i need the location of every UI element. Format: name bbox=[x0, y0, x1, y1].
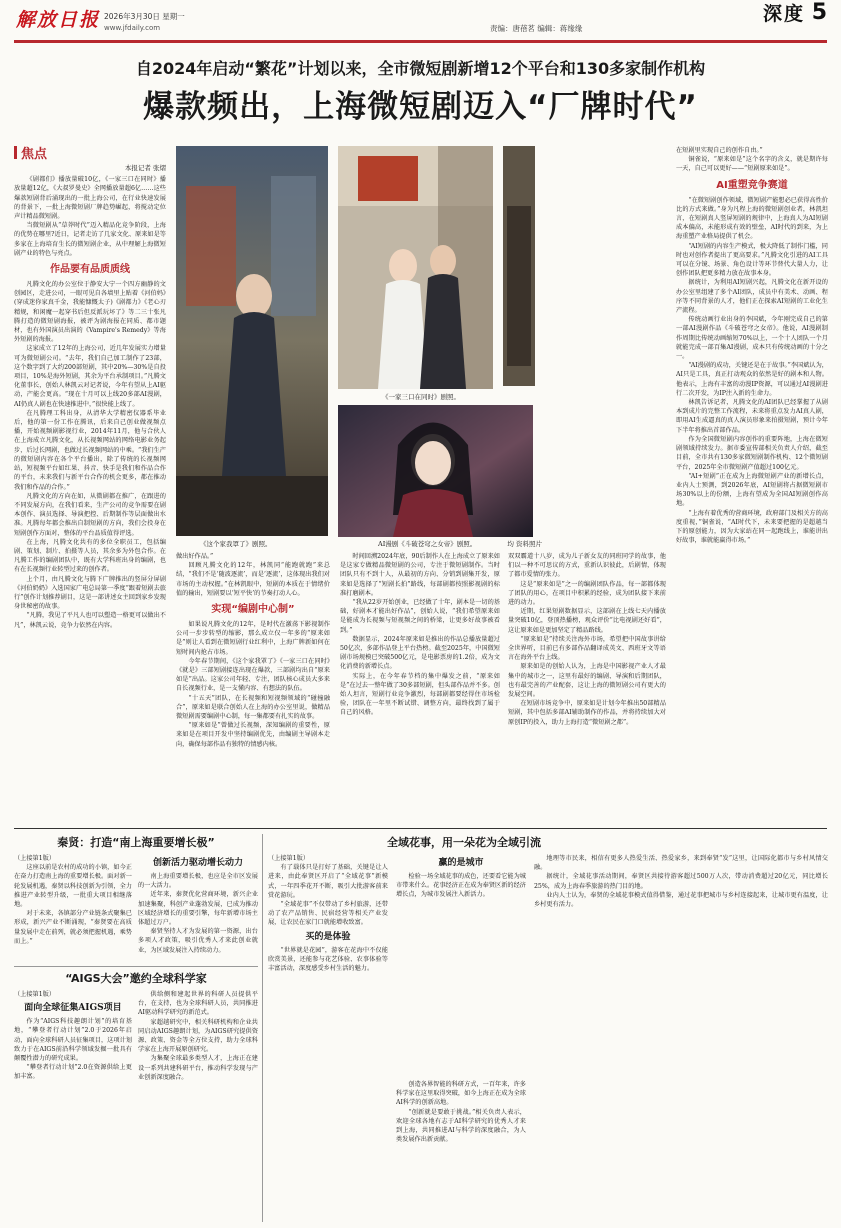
award-column-a bbox=[14, 990, 132, 1222]
bottom-mid-title: 全域花事，用一朵花为全域引流 bbox=[387, 836, 541, 849]
sub-title: 面向全球征集AIGS项目 bbox=[24, 1003, 122, 1014]
focus-label-text: 焦点 bbox=[21, 147, 48, 162]
photo-this-family bbox=[176, 146, 328, 536]
article-headline: 爆款频出，上海微短剧迈入“厂牌时代” bbox=[143, 89, 698, 125]
paragraph: 数据显示，2024年原来如是推出的作品总播放量超过50亿次，多部作品登上平台热榜。截至2025年，中国微短剧市场规模已突破500亿元，是电影票房的1.2倍，成为文化消费的新增长点。 bbox=[340, 635, 500, 671]
paragraph: 时间回溯2024年底，90后制作人在上海成立了原来如是这家专做精品微短剧的公司，专注于微短剧制作。当时团队只有不到十人，从最初的方向、分销到剧集开发，原来如是选择了“短剧长拍”路线，每部剧都按照影视剧的标准打磨剧本。 bbox=[340, 553, 500, 597]
paragraph: 这座以前是农村的成功的小镇，如今正在奋力打造南上海的重要增长极。面对新一轮发展机遇，秦贤以科技创新为引领，全力推进产业转型升级，一批重大项目相继落地。 bbox=[14, 864, 132, 909]
paragraph: 南上海重要增长极，也应是全市区发展的一大活力。 bbox=[138, 873, 258, 890]
paragraph: “AI短剧的内容生产模式，极大降低了制作门槛，同时也对创作者提出了更高要求。”凡腾文化引进的AI工具可以在分镜、场景、角色设计等环节替代大量人力，让创作团队把更多精力放在故事本身。 bbox=[676, 242, 828, 278]
paragraph: 当微短剧从“草莽时代”迈入精品化竞争阶段，上海的优势在哪里?近日，记者走访了几家文化、原来如是等多家在上海培育生长的微短剧企业，从中理解上海微短剧产业的特色与亮点。 bbox=[14, 222, 166, 257]
paragraph: 检验一场全域花事的成色，还要看它能为城市带来什么。花事经济正在成为奉贤区新的经济增长点，为城市发展注入新活力。 bbox=[396, 873, 526, 899]
paragraph: “十五天”团队，在长视频和短视频领域的“碰撞融合”，原来如是联合创始人在上海的办公室里说，做精品微短剧需要编剧中心制，每一集都要有扎实的故事。 bbox=[176, 694, 330, 721]
page-number: 5 bbox=[811, 0, 827, 25]
paragraph: 今年春节期间，《这个家我罩了》《一家三口在同时》《就是》三部短剧接连出现在爆款，三部剧均出自“原来如是”出品。这家公司年轻、专注，团队核心成员大多来自长视频行业，是一支懂内容、有想法的队伍。 bbox=[176, 657, 330, 693]
photo-right-portrait bbox=[503, 146, 535, 386]
column-2 bbox=[176, 552, 330, 822]
paragraph: 作为“AIGS科技趣朗计划”的培育基地，“攀登者行动计划”2.0于2026年启动，面向全球科研人员征集项目，这项计划致力于在AIGS前沿科学领域发掘一批具有颠覆性潜力的研究成果。 bbox=[14, 1018, 132, 1063]
paragraph: “原来如是”持续关注海外市场，希望把中国故事讲给全世界听，目前已有多部作品翻译成英文、西班牙文等语言在海外平台上线。 bbox=[508, 635, 666, 662]
paragraph: 凡腾文化的方向在如，从微剧都在推广，在跟进的不同发展方向，在我们看来，生产公司的竞争需要在剧本创作、演员选择、导演把控、后期制作等层面做出水准。凡腾每年都会推出自制短剧的方向，我们会投身在短剧创作方面对，整体的平台品质值得评选。 bbox=[14, 492, 166, 537]
photo-ai-drama bbox=[338, 405, 533, 537]
continued-note: （上接第1版） bbox=[14, 991, 56, 998]
paragraph: 近年来，秦贤优化营商环境，新兴企业加速集聚，科创产业蓬勃发展，已成为推动区域经济增长的重要引擎，每年新增市场主体超过万户。 bbox=[138, 891, 258, 927]
paragraph: 在短剧里实现自己的创作自由。” bbox=[676, 147, 763, 154]
paragraph: 业内人士认为，奉贤的全域花事模式值得借鉴，通过花事把城市与乡村连接起来，让城市更有温度，让乡村更有活力。 bbox=[534, 891, 828, 909]
award-title: “AIGS大会”邀约全球科学家 bbox=[65, 972, 207, 985]
bottom-left-column-b bbox=[138, 854, 258, 962]
photo-ai-drama-image bbox=[338, 405, 533, 537]
paragraph: 创造各界智能的科研方式，一百年来，许多科学家在这里取得突破，如今上海正在成为全球AI科学的创新高地。 bbox=[396, 1081, 526, 1107]
paragraph: 上个月，由凡腾文化与腾下广牌推出的竖屏分屏剧《河伯奶奶》入选国家广电总局第一季度“跟着短剧去旅行”创作计划推荐剧目，这是一部讲述女主回到家乡发现身世秘密的故事。 bbox=[14, 575, 166, 611]
paragraph: 作为全国微短剧内容创作的重要阵地，上海在微短剧领域持续发力。据市委宣传部相关负责人介绍，截至目前，全市共有130多家微短剧制作机构、12个微短剧平台，2025年全市微短剧产值超过100亿元。 bbox=[676, 435, 828, 471]
paragraph: 铜雀说，“原来如是”这个名字的含义，就是期许每一天，自己可以更好——“短剧原来如是”。 bbox=[676, 156, 828, 173]
editors-credit: 责编：唐蓓茗 编辑：蒋缘缘 bbox=[490, 24, 583, 33]
section-title: AI重塑竞争赛道 bbox=[716, 179, 788, 191]
paragraph: 在短剧市场竞争中，原来如是计划今年推出50部精品短剧，其中包括多部AI辅助制作的作品，并将持续加大对原创IP的投入，助力上海打造“微短剧之都”。 bbox=[508, 700, 666, 726]
paragraph: “世界就是花园”，游客在花海中不仅能欣赏美景，还能参与花艺体验、农事体验等丰富活动，深度感受乡村生活的魅力。 bbox=[268, 946, 388, 973]
bottom-right-column bbox=[534, 854, 828, 1222]
paragraph: 双双霸道十八岁，成为儿子新女友的同班同学的故事，他们以一种不可思议的方式，重新认识彼此，后剧情，体现了都市爱情的张力。 bbox=[508, 553, 666, 579]
paragraph: 供给侧和建起世界的科研人员提供平台，在支持，也为全球科研人员，共同推进AI驱动科学研究的新范式。 bbox=[138, 991, 258, 1017]
award-column-b bbox=[138, 990, 258, 1222]
section-title: 实现“编剧中心制” bbox=[211, 604, 295, 616]
paragraph: “AI漫剧的成功，关键还是在于故事。”李国斌认为，AI只是工具，真正打动观众的依然是好的剧本和人物。他表示，上海有丰富的动漫IP资源，可以通过AI漫剧进行二次开发，为IP注入新的生命力。 bbox=[676, 362, 828, 397]
paragraph: 为集聚全球最多类型人才，上海正在建设一系列共建科研平台，推动科学发现与产业创新深度融合。 bbox=[138, 1055, 258, 1081]
column-5 bbox=[676, 146, 828, 822]
paragraph: 实际上，在今年春节档的集中爆发之前，“原来如是”在过去一整年做了30多部短剧，但头部作品并不多。创始人坦言，短剧行业竞争激烈，每部剧都要经得住市场检验，团队在一年里不断试错、调整方向，最终找到了属于自己的风格。 bbox=[340, 672, 500, 717]
paragraph: “在微短剧创作领域，微短剧产能想必已获得高性价比的方式来做。”身为凡程上海的微短剧创业者，林凯坦言，在短剧真人竖屏短剧的规律中，上海真人为AI短剧成本偏高，未能形成有效的壁垒，AI时代的到来，为上海重塑产业格局提供了机会。 bbox=[676, 196, 828, 241]
award-divider bbox=[14, 966, 258, 967]
paragraph: 有了载体只是打好了基础，关键是让人进来，由此奉贤区开启了“全域花事”新模式，一年四季花开不断，吸引大批游客前来赏花游玩。 bbox=[268, 864, 388, 899]
paragraph: “全域花事”不仅带动了乡村旅游，还带动了农产品销售、民宿经营等相关产业发展，让农民在家门口就能增收致富。 bbox=[268, 901, 388, 927]
paragraph: 对于未来，各镇部分产业链条式聚集已形成，新兴产业不断涌现，“秦贤要在高质量发展中走在前列，就必须把握机遇，乘势而上。” bbox=[14, 910, 132, 945]
continued-note: （上接第1版） bbox=[268, 855, 310, 862]
continued-note: （上接第1版） bbox=[14, 855, 56, 862]
paragraph: “上海有着优秀的营商环境，政府部门及相关方的高度重视，”铜雀说，“AI时代下，未来要把握的是超越当下的原创能力，因为大家站在同一起跑线上，谁能讲出好故事，谁就能赢得市场。” bbox=[676, 509, 828, 545]
paragraph: 在凡腾理工科出身，从清华大学精密仪器系毕业后，他的第一份工作在腾讯，后来自己创业做视频点播，开始视频剧影视行业，2014年11月，他与合伙人在上海成立凡腾文化，从长视频网站的网络电影业务起步，后过长网剧，也做过长视频网站的中乘。“我们生产的微短剧内容在各个平台播出，除了传统的长视频网站，短视频平台如红果、抖音、快手是我们和作品合作的平台，未来我们与新平台合作的机会更多，都在推动我们和作品的合作。” bbox=[14, 409, 166, 491]
paragraph: 秦贤坚持人才为发展的第一资源，出台多项人才政策，吸引优秀人才来此创业就业，为区域发展注入持续动力。 bbox=[138, 928, 258, 954]
photo-family-of-three bbox=[338, 146, 493, 389]
paragraph: 做出好作品。” bbox=[176, 553, 214, 560]
paragraph: “创新就是要敢于挑战。”相关负责人表示，欢迎全球各地有志于AI科学研究的优秀人才来到上海，共同推进AI与科学的深度融合，为人类发展作出新贡献。 bbox=[396, 1108, 526, 1144]
paragraph: 在上海，凡腾文化共有的多位全职员工，包括编剧、策划、制片、拍摄等人员，其余多为外包合作。在凡腾工作的编剧团队中，既有大学科班出身的编剧，也有在长视频行业转型过来的创作者。 bbox=[14, 538, 166, 574]
bottom-left-title: 秦贤：打造“南上海重要增长极” bbox=[57, 836, 215, 849]
photo-right-portrait-image bbox=[503, 146, 535, 386]
photo-family-of-three-image bbox=[338, 146, 493, 389]
photo-caption: 《这个家我罩了》剧照。 bbox=[200, 540, 272, 548]
paragraph: 《剧都们》播放量破10亿，《一家三口在同时》播放量超12亿，《大叔罗曼史》全网播放量超6亿……这些爆款短剧背后涌现出的一批上海公司，在行业快速发展的背景下，一批上海微短剧厂牌趋势崛起，将搅动定位声计精品微短剧。 bbox=[14, 176, 166, 221]
paragraph: 据统计，全域花事活动期间，奉贤区共接待游客超过500万人次，带动消费超过20亿元，同比增长25%，成为上海春季旅游的热门目的地。 bbox=[534, 873, 828, 890]
paragraph: “凡腾，我见了平凡人也可以塑造一格更可以做出不凡”，林凯云说，竞争力依然在内容。 bbox=[14, 612, 166, 629]
paragraph: 林凯告诉记者，凡腾文化的AI团队已经掌握了从剧本到成片的完整工作流程，未来将重点发力AI真人剧，即用AI生成逼真的真人演员形象来拍摄短剧，预计今年下半年将推出首部作品。 bbox=[676, 399, 828, 434]
award-column-c bbox=[396, 1080, 526, 1222]
paragraph: 如果说凡腾文化的12年，是时代在激荡下影视制作公司一步步转型的缩影，那么成立仅一年多的“原来如是”则让人看到在微短剧行业红利中，上海广牌新如何在短时间内抢占市场。 bbox=[176, 621, 330, 656]
paragraph: 原来如是的创始人认为，上海是中国影视产业人才最集中的城市之一，这里有最好的编剧、导演和后期团队，也有最完善的产业配套，这让上海的微短剧公司有更大的发展空间。 bbox=[508, 663, 666, 699]
paragraph: “攀登者行动计划”2.0在资源供给上更加丰富。 bbox=[14, 1064, 132, 1081]
paragraph: 这家成立了12年的上海公司，近几年发展实力增量可为微短剧公司。“去年，我们自己加工制作了23部，这个数字到了大约200部短剧，其中20%—30%是自投项目，10%是海外短剧，其余为平台承制项目。”凡腾文化董事长，创始人林凯云对记者说，今年有望从上AI驱动，产能会更高。“现在十月可以上线20多部AI漫剧，AI仍真人剧也在快速推进中，”很快能上线了。 bbox=[14, 345, 166, 408]
newspaper-logo: 解放日报 bbox=[16, 9, 101, 31]
article-subhead: 自2024年启动“繁花”计划以来，全市微短剧新增12个平台和130多家制作机构 bbox=[135, 59, 706, 78]
vertical-divider bbox=[262, 834, 263, 1222]
paragraph: 地理等市民来，相信有更多人热爱生活、热爱家乡，来到奉贤“发”这里，让国际化都市与乡村风情交融。 bbox=[534, 855, 828, 872]
bottom-mid-column-a bbox=[268, 854, 388, 1222]
sub-title: 创新活力驱动增长动力 bbox=[152, 858, 243, 868]
masthead-rule bbox=[14, 40, 827, 43]
paragraph: 传统动画行业出身的李国斌，今年刚完成自己的第一部AI漫剧作品《斗破苍穹之女帝》。他说，AI漫剧制作周期比传统动画缩短70%以上，一个十人团队一个月就能完成一部百集AI漫剧，成本只有传统动画的十分之一。 bbox=[676, 316, 828, 361]
focus-label bbox=[14, 146, 47, 163]
column-3 bbox=[340, 552, 500, 822]
section-title: 作品要有品质质线 bbox=[50, 264, 130, 276]
paragraph: 据统计，为利用AI短剧兴起，凡腾文化在新开设的办公室里组建了多个AI团队，成员中有美术、动画、程序等不同背景的人才，他们正在探索AI短剧的工业化生产流程。 bbox=[676, 279, 828, 315]
sub-title: 赢的是城市 bbox=[438, 858, 484, 868]
paragraph: “原来如是”曾做过长视频，深知编剧的重要性，原来如是在项目开发中坚持编剧优先，由编剧主导剧本走向，确保每部作品有独特的情感内核。 bbox=[176, 722, 330, 748]
issue-date: 2026年3月30日 星期一 bbox=[104, 12, 185, 21]
paragraph: 回顾凡腾文化的12年，林凯同“能跑就跑”来总结，“我们不是‘随波逐流’，而是‘逐流’，这体现出我们对市场的主动权握。”在林凯眼中，短剧的本质在于情绪价值的输出，短剧要以‘短平快’的节奏打动人心。 bbox=[176, 562, 330, 597]
photo-credit: 均 资料照片 bbox=[507, 540, 542, 548]
section-name: 深度 bbox=[762, 3, 805, 25]
masthead bbox=[14, 0, 827, 38]
website-url[interactable]: www.jfdaily.com bbox=[104, 24, 161, 32]
paragraph: 近期，红果短剧数据显示，这部剧在上线七天内播放量突破10亿，登顶热播榜，观众评价“比电视剧还好看”，这让原来如是更加坚定了精品路线。 bbox=[508, 608, 666, 634]
bottom-divider bbox=[14, 828, 827, 829]
photo-caption: AI漫剧《斗破苍穹之女帝》剧照。 bbox=[378, 540, 477, 548]
bottom-left-column-a bbox=[14, 854, 132, 962]
paragraph: 凡腾文化的办公室位于静安大宁一个四方幽静的文创园区，走进公司，一眼可见自各墙里上贴着《河伯妈》(穿成迷你家真千金，我能慷慨太子)《剧都力》《老心刃精规，和闲魔一起穿书后但反派玩坏了》等二三十张凡腾打造的微短剧海报，被评为剧海报在同质、都市题材，也有外国演员出演的《Vampire's Remedy》等海外短剧的海报。 bbox=[14, 281, 166, 344]
paragraph: “我从22岁开始创业，已经做了十年，剧本是一切的基础，好剧本才能出好作品”，创始人说，“我们希望原来如是能成为长视频与短视频之间的桥梁，让更多好故事被看到。” bbox=[340, 599, 500, 634]
sub-title: 买的是体验 bbox=[305, 931, 351, 942]
focus-bar-icon bbox=[14, 146, 17, 159]
paragraph: “AI+短剧”正在成为上海微短剧产业的新增长点，业内人士预测，到2026年底，AI短剧将占据微短剧市场30%以上的份额，上海有望成为全国AI短剧创作高地。 bbox=[676, 472, 828, 508]
photo-this-family-image bbox=[176, 146, 328, 536]
photo-caption: 《一家三口在同时》剧照。 bbox=[382, 393, 460, 401]
paragraph: 这是“原来如是”之一的编剧团队作品，每一部都体现了团队的用心，在项目中积累的经验，成为团队接下来前进的动力。 bbox=[508, 580, 666, 607]
column-1 bbox=[14, 164, 166, 822]
column-4 bbox=[508, 552, 666, 822]
byline: 本报记者 张熠 bbox=[124, 164, 166, 172]
paragraph: 家超越研究中，相关科研机构和企业共同启动AIGS趣朗计划，为AIGS研究提供资源、政策、资金等全方位支持，助力全球科学家在上海开展原创研究。 bbox=[138, 1018, 258, 1054]
